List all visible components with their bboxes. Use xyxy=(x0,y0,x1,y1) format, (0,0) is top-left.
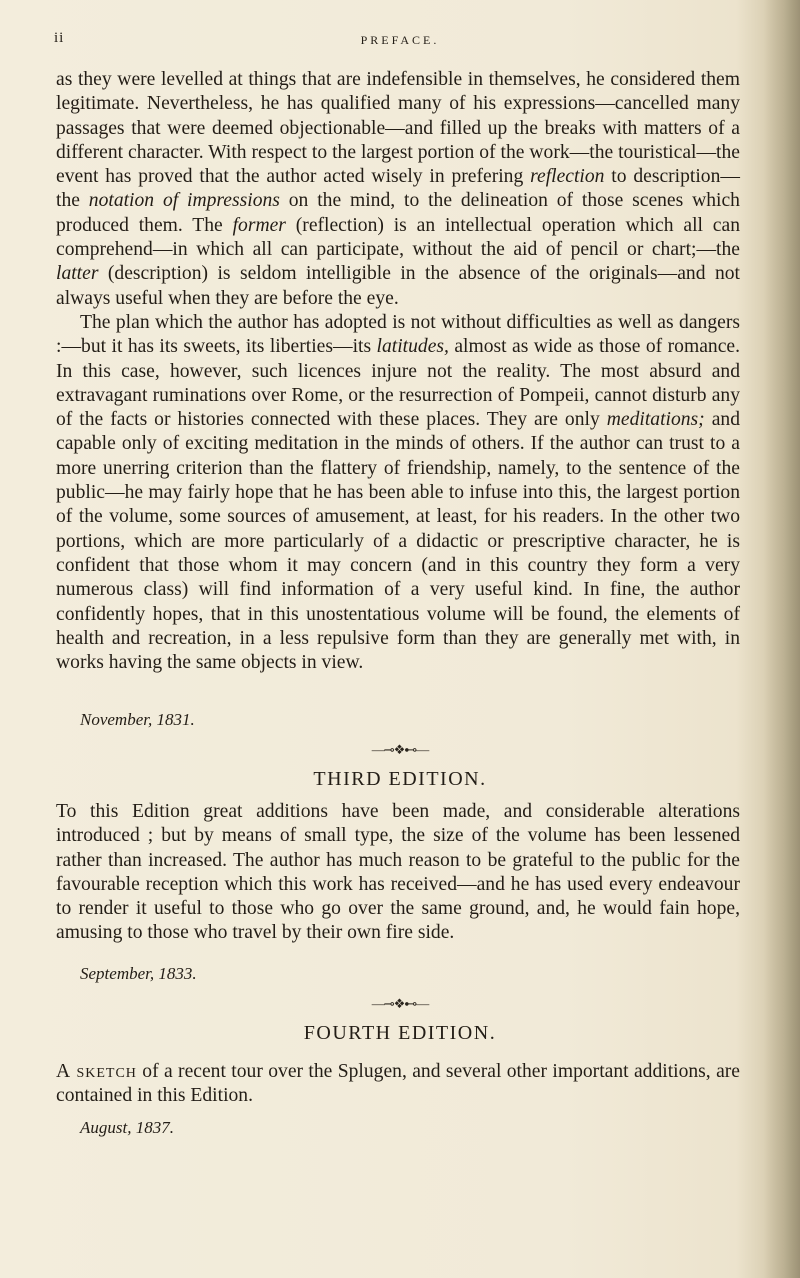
section-ornament: —⊸❖⊷— xyxy=(371,742,429,757)
fourth-edition-date: August, 1837. xyxy=(80,1118,174,1137)
fourth-edition-paragraph: A sketch of a recent tour over the Splugen, and several other important additions, are contained in this Edition. xyxy=(56,1061,740,1107)
preface-paragraph-1: as they were levelled at things that are indefensible in themselves, he considered them legitimate. Nevertheless, he has qualified many of his expressions—cancelled many passages that were deemed objectionable—and filled up the breaks with matters of a different character. With respect to the largest portion of the work—the touristical—the event has proved that the author acted wisely in prefering reflection to description—the notation of impressions on the mind, to the delineation of those scenes which produced them. The former (reflection) is an intellectual operation which all can comprehend—in which all can participate, without the aid of pencil or chart;—the latter (description) is seldom intelligible in the absence of the originals—and not always useful when they are before the eye. xyxy=(56,69,740,309)
third-edition-date: September, 1833. xyxy=(80,964,197,983)
page-edge-shadow xyxy=(764,0,800,1278)
fourth-edition-body xyxy=(56,1060,740,1109)
third-edition-body xyxy=(56,800,740,946)
page-number: ii xyxy=(54,30,65,46)
preface-body xyxy=(56,68,740,675)
third-edition-heading: THIRD EDITION. xyxy=(313,768,487,790)
page-header xyxy=(0,18,800,48)
preface-date: November, 1831. xyxy=(80,710,195,729)
running-head: PREFACE. xyxy=(360,33,440,47)
third-edition-paragraph: To this Edition great additions have been made, and considerable alterations introduced ; but by means of small type, the size of the volume has been lessened rather than increased. The author has much reason to be grateful to the public for the favourable reception which this work has received—and he has used every endeavour to render it useful to those who go over the same ground, and, he would fain hope, amusing to those who travel by their own fire side. xyxy=(56,801,740,944)
section-ornament: —⊸❖⊷— xyxy=(371,996,429,1011)
preface-paragraph-2: The plan which the author has adopted is not without difficulties as well as dangers :—but it has its sweets, its liberties—its latitudes, almost as wide as those of romance. In this case, however, such licences injure not the reality. The most absurd and extravagant ruminations over Rome, or the resurrection of Pompeii, cannot disturb any of the facts or histories connected with these places. They are only meditations; and capable only of exciting meditation in the minds of others. If the author can trust to a more unerring criterion than the flattery of friendship, namely, to the sentence of the public—he may fairly hope that he has been able to infuse into this, the largest portion of the volume, some sources of amusement, at least, for his readers. In the other two portions, which are more particularly of a didactic or prescriptive character, he is confident that those whom it may concern (and in this country they form a very numerous class) will find information of a very useful kind. In fine, the author confidently hopes, that in this unostentatious volume will be found, the elements of health and recreation, in a less repulsive form than they are generally met with, in works having the same objects in view. xyxy=(56,311,740,674)
fourth-edition-heading: FOURTH EDITION. xyxy=(303,1022,497,1044)
